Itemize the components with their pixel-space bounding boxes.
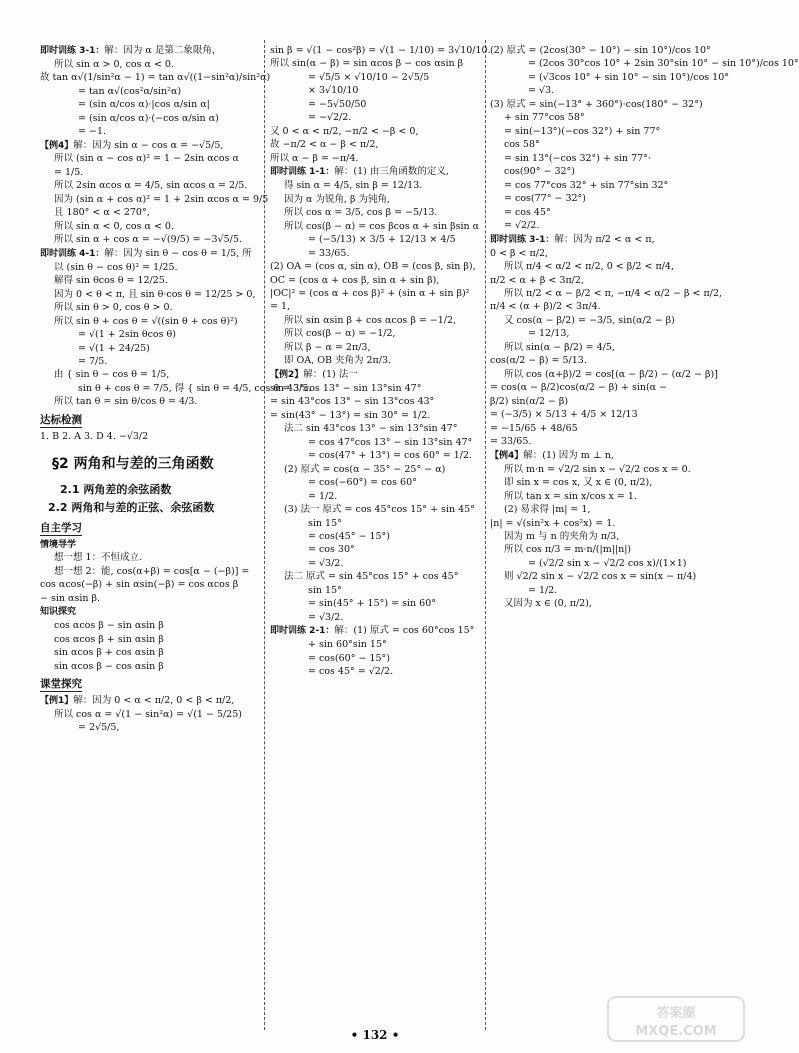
line-label: 【例1】 <box>40 696 74 706</box>
text-line: 因为 m 与 n 的夹角为 π/3, <box>504 531 620 542</box>
text-line: = 1/2. <box>528 584 558 596</box>
section-heading-wrap <box>40 412 82 428</box>
line-text: 解：因为 0 < α < π/2, 0 < β < π/2, <box>73 695 235 706</box>
text-line: 所以 sin αsin β + cos αcos β = −1/2, <box>284 314 457 326</box>
text-line: (2) 易求得 |m| = 1, <box>504 504 591 516</box>
text-line: 且 180° < α < 270°, <box>54 207 150 219</box>
text-line: 法二 sin 43°cos 13° − sin 13°sin 47° <box>284 423 458 435</box>
text-line: 0 < β < π/2, <box>490 247 549 259</box>
text-line: = cos(45° − 15°) <box>308 531 390 542</box>
column-left-part2 <box>40 517 262 735</box>
text-line: 所以 sin θ > 0, cos θ > 0. <box>54 302 173 314</box>
text-line: = cos(47° + 13°) = cos 60° = 1/2. <box>308 450 473 462</box>
text-line: = cos 77°cos 32° + sin 77°sin 32° <box>504 179 669 191</box>
text-line: = 1/2. <box>308 490 338 502</box>
text-line: 所以 sin θ + cos θ = √((sin θ + cos θ)²) <box>54 315 238 327</box>
text-line: 由 { sin θ − cos θ = 1/5, <box>54 369 170 381</box>
text-line: 又因为 x ∈ (0, π/2), <box>504 598 592 610</box>
text-line: 想一想 2：能, cos(α+β) = cos[α − (−β)] = <box>54 565 250 577</box>
text-line: = cos 30° <box>308 544 355 556</box>
text-line: 所以 β − α = 2π/3, <box>284 341 371 353</box>
text-line: (3) 法一 原式 = cos 45°cos 15° + sin 45° <box>284 504 475 516</box>
text-line: 想一想 1：不恒成立. <box>54 552 143 564</box>
text-line: cos 58° <box>504 139 540 151</box>
text-line: = −√2/2. <box>308 112 352 124</box>
line-text: 解：(1) 由三角函数的定义, <box>334 166 449 178</box>
text-line: (2) 原式 = (2cos(30° − 10°) − sin 10°)/cos 10° <box>490 45 711 56</box>
line-text: 解：因为 α 是第二象限角， <box>104 45 222 56</box>
text-line: cos αcos β + sin αsin β <box>54 633 164 645</box>
text-line: = cos 47°cos 13° − sin 13°sin 47° <box>308 436 473 448</box>
text-line: = (√2/2 sin x − √2/2 cos x)/(1×1) <box>528 557 687 569</box>
text-line: 以 (sin θ − cos θ)² = 1/25. <box>54 261 178 273</box>
text-line: 所以 α − β = −π/4. <box>270 152 359 164</box>
text-line <box>270 624 482 638</box>
text-line: 得 sin α = 4/5, sin β = 12/13. <box>284 180 423 192</box>
text-line: = (√3cos 10° + sin 10° − sin 10°)/cos 10° <box>528 71 730 83</box>
text-line: 所以 2sin αcos α = 4/5, sin αcos α = 2/5. <box>54 180 248 192</box>
text-line: OC = (cos α + cos β, sin α + sin β), <box>270 274 440 286</box>
text-line: = cos(60° − 15°) <box>308 652 390 664</box>
text-line: |n| = √(sin²x + cos²x) = 1. <box>490 517 616 529</box>
text-line: = (−5/13) × 3/5 + 12/13 × 4/5 <box>308 234 456 246</box>
text-line: × 3√10/10 <box>308 85 359 97</box>
text-line: 因为 (sin α + cos α)² = 1 + 2sin αcos α = 9/5 <box>54 193 269 205</box>
text-line: 故 −π/2 < α − β < π/2, <box>270 139 379 151</box>
line-label: 即时训练 3-1： <box>490 234 555 245</box>
text-line: 所以 cos π/3 = m·n/(|m||n|) <box>504 544 632 556</box>
column-divider-1 <box>264 40 265 1030</box>
text-line: (2) OA = (cos α, sin α), OB = (cos β, sin β), <box>270 261 476 273</box>
text-line: 所以 cos α = 3/5, cos β = −5/13. <box>284 207 438 219</box>
text-line: 所以 (sin α − cos α)² = 1 − 2sin αcos α <box>54 153 239 165</box>
line-text: 解：因为 π/2 < α < π, <box>554 233 655 245</box>
text-line: 所以 sin α > 0, cos α < 0. <box>54 58 174 70</box>
text-line: 法二 原式 = sin 45°cos 15° + cos 45° <box>284 571 459 583</box>
text-line: 所以 π/4 < α/2 < π/2, 0 < β/2 < π/4, <box>504 261 674 273</box>
section-heading-wrap <box>40 520 82 536</box>
text-line: + sin 60°sin 15° <box>308 639 387 651</box>
text-line: 因为 α 为锐角, β 为钝角, <box>284 193 391 205</box>
text-line: 所以 cos(β − α) = −1/2, <box>284 328 396 340</box>
text-line: = √(1 + 2sin θcos θ) <box>78 329 176 341</box>
text-line: sin 15° <box>308 584 342 596</box>
line-text: 解：(1) 因为 m ⊥ n, <box>523 449 614 461</box>
text-line: = sin(45° + 15°) = sin 60° <box>308 598 436 610</box>
text-line: 所以 sin(α − β/2) = 4/5, <box>504 341 615 353</box>
text-line: 即 OA, OB 夹角为 2π/3. <box>284 355 392 367</box>
text-line: = 1/5. <box>54 166 84 178</box>
text-line: = sin(43° − 13°) = sin 30° = 1/2. <box>270 409 431 421</box>
line-text: 解：因为 sin θ − cos θ = 1/5, 所 <box>104 247 252 259</box>
text-line: = sin(−13°)(−cos 32°) + sin 77° <box>504 125 661 137</box>
text-line: 则 √2/2 sin x − √2/2 cos x = sin(x − π/4) <box>504 571 697 583</box>
text-line: sin θ + cos θ = 7/5, 得 { sin θ = 4/5, cos θ = 3/5. <box>78 382 312 394</box>
text-line: = cos(α − β/2)cos(α/2 − β) + sin(α − <box>490 382 668 394</box>
text-line: cos αcos(−β) + sin αsin(−β) = cos αcos β <box>40 579 239 591</box>
text-line <box>490 449 710 463</box>
text-line <box>270 368 482 382</box>
line-text: 解：(1) 法一 <box>303 368 358 380</box>
text-line: sin 15° <box>308 517 342 529</box>
text-line: (2) 原式 = cos(α − 35° − 25° − α) <box>284 463 446 475</box>
text-line: sin αcos β − cos αsin β <box>54 660 164 672</box>
text-line: = −15/65 + 48/65 <box>490 422 578 434</box>
text-line: = cos 45° = √2/2. <box>308 666 394 678</box>
text-line <box>40 139 262 153</box>
text-line: 所以 m·n = √2/2 sin x − √2/2 cos x = 0. <box>504 463 691 475</box>
text-line <box>270 165 482 179</box>
text-line <box>40 538 262 552</box>
text-line: = √3. <box>528 85 555 97</box>
line-label: 即时训练 2-1： <box>270 626 335 637</box>
text-line: π/4 < (α + β)/2 < 3π/4. <box>490 301 601 313</box>
text-line: = √(1 + 24/25) <box>78 342 150 354</box>
text-line: − sin αsin β. <box>40 592 101 604</box>
text-line: sin αcos β + cos αsin β <box>54 647 164 659</box>
text-line: π/2 < α + β < 3π/2, <box>490 274 584 286</box>
text-line: = √3/2. <box>308 557 344 569</box>
text-line: = −5√50/50 <box>308 98 367 110</box>
section-2-1-title: 2.1 两角差的余弦函数 <box>60 483 172 497</box>
text-line: = 1, <box>270 301 291 313</box>
line-label: 【例4】 <box>40 140 74 151</box>
section-heading-wrap <box>40 676 82 692</box>
section-heading: 自主学习 <box>40 521 82 534</box>
chapter-title: §2 两角和与差的三角函数 <box>52 456 214 473</box>
text-line: = tan α√(cos²α/sin²α) <box>78 85 182 97</box>
text-line: 所以 tan x = sin x/cos x = 1. <box>504 490 637 502</box>
text-line <box>40 694 262 708</box>
watermark-line2: MXQE.COM <box>635 1024 717 1039</box>
text-line: = 33/65. <box>490 436 532 448</box>
text-line <box>40 605 262 619</box>
text-line: = 33/65. <box>308 247 350 259</box>
text-line: 即 sin x = cos x, 又 x ∈ (0, π/2), <box>504 477 653 489</box>
text-line: = sin 43°cos 13° − sin 13°cos 43° <box>270 396 435 408</box>
text-line: 所以 cos α = √(1 − sin²α) = √(1 − 5/25) <box>54 708 242 720</box>
text-line: + sin 77°cos 58° <box>504 112 585 124</box>
text-line: 1. B 2. A 3. D 4. −√3/2 <box>40 430 149 442</box>
text-line: = (sin α/cos α)·(−cos α/sin α) <box>78 112 219 124</box>
text-line <box>490 233 710 247</box>
section-heading: 达标检测 <box>40 413 82 426</box>
text-line: 解得 sin θcos θ = 12/25. <box>54 275 168 287</box>
text-line: 所以 sin α + cos α = −√(9/5) = −3√5/5. <box>54 234 242 246</box>
text-line: 所以 tan θ = sin θ/cos θ = 4/3. <box>54 396 198 408</box>
text-line <box>40 247 262 261</box>
line-label: 【例4】 <box>490 450 524 461</box>
line-label: 即时训练 3-1： <box>40 46 105 56</box>
text-line: = (2cos 30°cos 10° + 2sin 30°sin 10° − sin 10°)/cos 10° <box>528 58 799 70</box>
text-line: = (sin α/cos α)·|cos α/sin α| <box>78 99 210 111</box>
text-line: sin 43°cos 13° − sin 13°sin 47° <box>270 382 422 394</box>
section-2-2-title: 2.2 两角和与差的正弦、余弦函数 <box>48 501 215 514</box>
text-line: 所以 sin(α − β) = sin αcos β − cos αsin β <box>270 58 464 70</box>
text-line: = cos(77° − 32°) <box>504 193 586 205</box>
text-line: = −1. <box>78 126 107 138</box>
text-line: = √2/2. <box>504 220 540 232</box>
text-line: = (−3/5) × 5/13 + 4/5 × 12/13 <box>490 409 638 421</box>
column-right <box>490 44 799 1029</box>
text-line: 因为 0 < θ < π, 且 sin θ·cos θ = 12/25 > 0, <box>54 288 256 300</box>
text-line: = 12/13, <box>528 328 570 340</box>
text-line: = cos(−60°) = cos 60° <box>308 477 417 489</box>
page-number: • 132 • <box>350 1028 400 1042</box>
text-line: β/2) sin(α/2 − β) <box>490 395 569 407</box>
line-label: 即时训练 1-1： <box>270 167 335 178</box>
column-divider-2 <box>485 40 486 1030</box>
text-line: cos(α/2 − β) = 5/13. <box>490 355 587 367</box>
text-line: = 2√5/5, <box>78 722 120 734</box>
text-line: 所以 sin α < 0, cos α < 0. <box>54 220 174 232</box>
line-label: 情境导学 <box>40 539 77 550</box>
column-middle <box>270 44 491 1029</box>
text-line: 所以 cos(β − α) = cos βcos α + sin βsin α <box>284 220 480 232</box>
line-label: 【例2】 <box>270 369 304 380</box>
text-line: 又 0 < α < π/2, −π/2 < −β < 0, <box>270 125 419 137</box>
text-line <box>40 44 262 58</box>
text-line: (3) 原式 = sin(−13° + 360°)·cos(180° − 32°) <box>490 98 703 110</box>
text-line: 故 tan α√(1/sin²α − 1) = tan α√((1−sin²α)/sin²α) <box>40 72 271 84</box>
text-line: = sin 13°(−cos 32°) + sin 77°· <box>504 152 651 164</box>
text-line: 又 cos(α − β/2) = −3/5, sin(α/2 − β) <box>504 314 675 326</box>
text-line: = √3/2. <box>308 611 344 623</box>
text-line: 所以 cos (α+β)/2 = cos[(α − β/2) − (α/2 − β)] <box>504 368 718 380</box>
watermark-line1: 答案圈 <box>656 1006 696 1021</box>
text-line: = cos 45° <box>504 206 551 218</box>
line-label: 即时训练 4-1： <box>40 248 105 259</box>
text-line: = √5/5 × √10/10 − 2√5/5 <box>308 71 430 83</box>
text-line: cos αcos β − sin αsin β <box>54 620 164 632</box>
text-line: cos(90° − 32°) <box>504 166 576 178</box>
text-line: 所以 π/2 < α − β/2 < π, −π/4 < α/2 − β < π/2, <box>504 288 723 299</box>
section-heading: 课堂探究 <box>40 678 82 690</box>
line-text: 解：因为 sin α − cos α = −√5/5, <box>73 139 224 151</box>
line-text: 解：(1) 原式 = cos 60°cos 15° <box>334 625 475 637</box>
text-line: = 7/5. <box>78 355 108 367</box>
watermark-logo <box>606 995 746 1043</box>
line-label: 知识探究 <box>40 607 77 618</box>
text-line: |OC|² = (cos α + cos β)² + (sin α + sin β)² <box>270 288 470 299</box>
text-line: sin β = √(1 − cos²β) = √(1 − 1/10) = 3√10/10. <box>270 45 491 56</box>
